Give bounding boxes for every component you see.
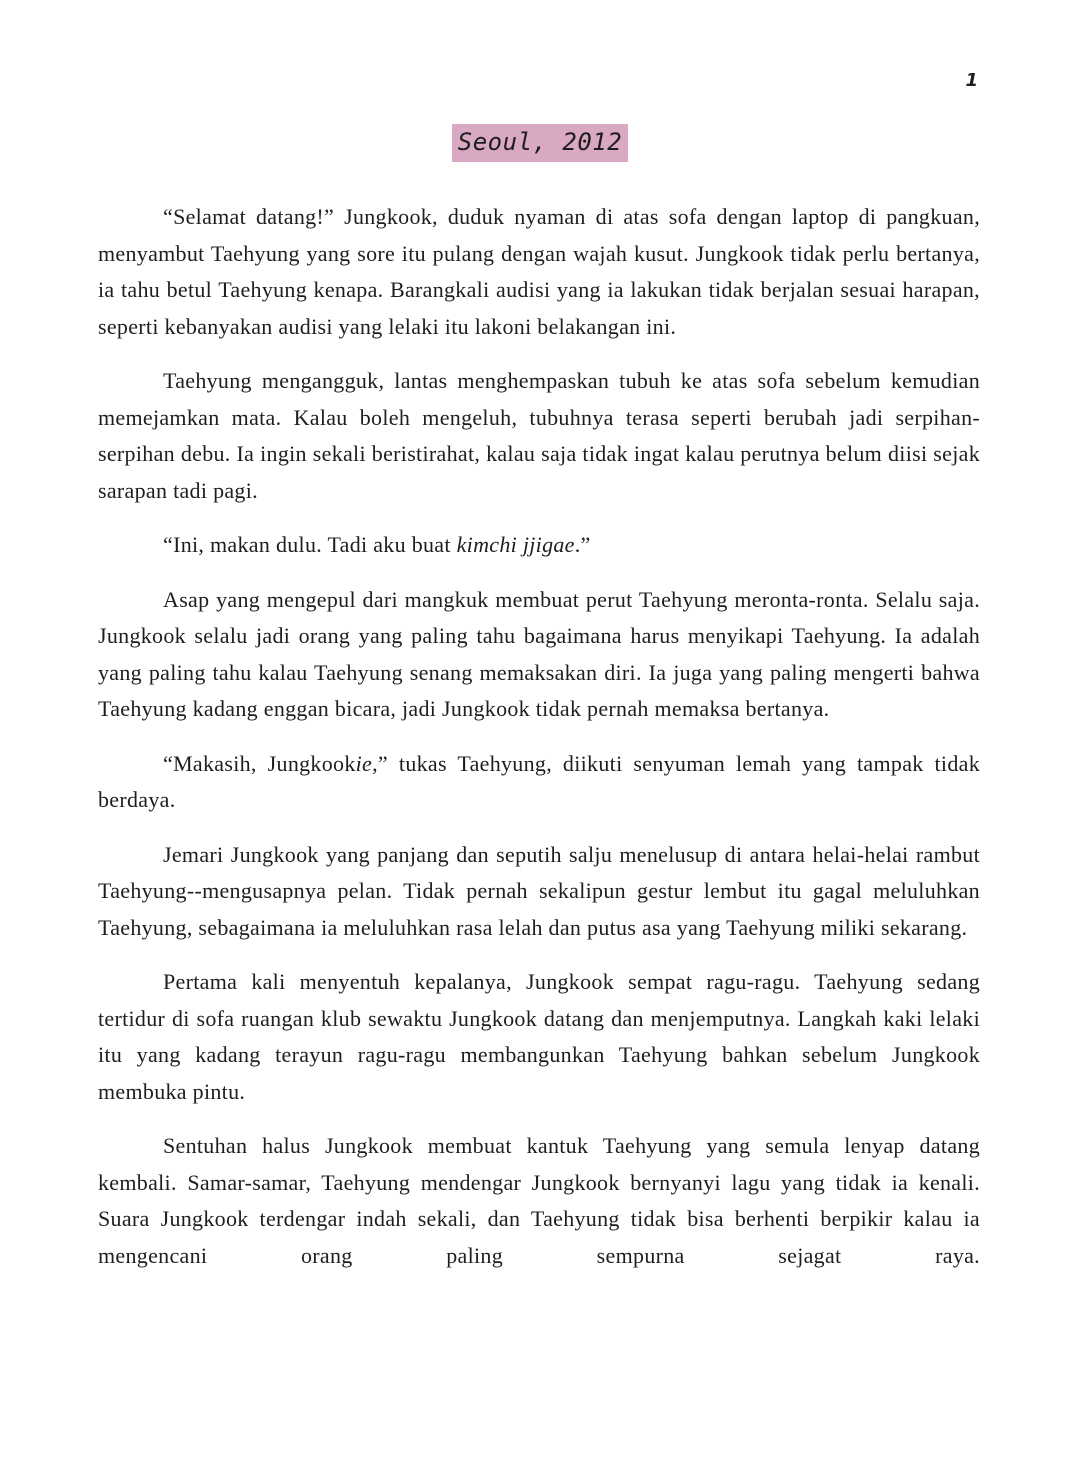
paragraph-2: Taehyung mengangguk, lantas menghempaskan tubuh ke atas sofa sebelum kemudian memejamkan mata. Kalau boleh mengeluh, tubuhnya terasa seperti berubah jadi serpihan-serpihan debu. Ia ingin sekali beristirahat, kalau saja tidak ingat kalau perutnya belum diisi sejak sarapan tadi pagi. xyxy=(98,368,980,503)
paragraph-6: Jemari Jungkook yang panjang dan seputih salju menelusup di antara helai-helai rambut Taehyung--mengusapnya pelan. Tidak pernah sekalipun gestur lembut itu gagal meluluhkan Taehyung, sebagaimana ia meluluhkan rasa lelah dan putus asa yang Taehyung miliki sekarang. xyxy=(98,841,980,940)
paragraph-7: Pertama kali menyentuh kepalanya, Jungkook sempat ragu-ragu. Taehyung sedang tertidur di sofa ruangan klub sewaktu Jungkook datang dan menjemputnya. Langkah kaki lelaki itu yang kadang terayun ragu-ragu membangunkan Taehyung bahkan sebelum Jungkook membuka pintu. xyxy=(98,969,980,1104)
page-number: 1 xyxy=(965,70,978,91)
chapter-title: Seoul, 2012 xyxy=(452,124,628,162)
paragraph-8: Sentuhan halus Jungkook membuat kantuk Taehyung yang semula lenyap datang kembali. Samar-samar, Taehyung mendengar Jungkook bernyanyi lagu yang tidak ia kenali. Suara Jungkook terdengar indah sekali, dan Taehyung tidak bisa berhenti berpikir kalau ia mengencani orang paling sempurna sejagat raya. xyxy=(98,1133,980,1268)
body-text xyxy=(98,199,980,1292)
chapter-header xyxy=(0,124,1080,162)
paragraph-5 xyxy=(98,746,980,819)
paragraph-1: “Selamat datang!” Jungkook, duduk nyaman di atas sofa dengan laptop di pangkuan, menyambut Taehyung yang sore itu pulang dengan wajah kusut. Jungkook tidak perlu bertanya, ia tahu betul Taehyung kenapa. Barangkali audisi yang ia lakukan tidak berjalan sesuai harapan, seperti kebanyakan audisi yang lelaki itu lakoni belakangan ini. xyxy=(98,204,980,339)
paragraph-3 xyxy=(98,527,980,564)
paragraph-5-text-end: ,” tukas Taehyung, diikuti senyuman lemah yang tampak tidak berdaya. xyxy=(98,750,980,812)
paragraph-3-text-end: .” xyxy=(574,532,591,557)
paragraph-3-italic-dish: kimchi jjigae xyxy=(456,532,575,557)
paragraph-5-text-start: “Makasih, Jungkook xyxy=(163,750,356,776)
paragraph-4: Asap yang mengepul dari mangkuk membuat perut Taehyung meronta-ronta. Selalu saja. Jungkook selalu jadi orang yang paling tahu bagaimana harus menyikapi Taehyung. Ia adalah yang paling tahu kalau Taehyung senang memaksakan diri. Ia juga yang paling mengerti bahwa Taehyung kadang enggan bicara, jadi Jungkook tidak pernah memaksa bertanya. xyxy=(98,586,980,721)
paragraph-5-italic-suffix: ie xyxy=(355,750,373,776)
paragraph-3-text-start: “Ini, makan dulu. Tadi aku buat xyxy=(163,532,457,557)
